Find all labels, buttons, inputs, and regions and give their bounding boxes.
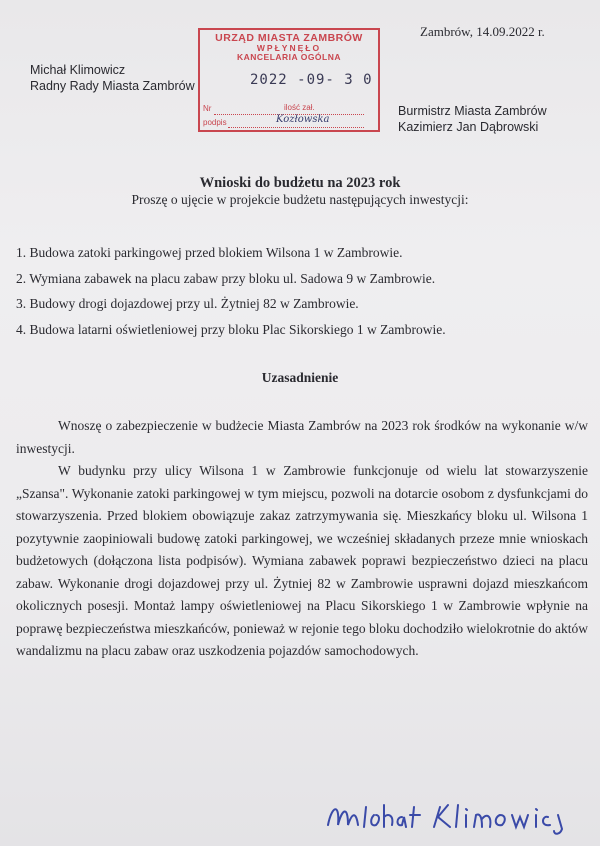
addressee-title: Burmistrz Miasta Zambrów [398, 104, 547, 118]
list-item: 4. Budowa latarni oświetleniowej przy bloku Plac Sikorskiego 1 w Zambrowie. [16, 321, 446, 337]
investment-list [16, 240, 446, 342]
sender-name: Michał Klimowicz [30, 63, 126, 77]
stamp-ilosc-label: ilość zał. [284, 103, 315, 112]
list-item: 1. Budowa zatoki parkingowej przed blokiem Wilsona 1 w Zambrowie. [16, 245, 403, 260]
stamp-date: 2022 -09- 3 0 [250, 72, 373, 88]
stamp-line2: WPŁYNĘŁO [256, 43, 322, 53]
addressee-block [398, 103, 547, 135]
addressee-name: Kazimierz Jan Dąbrowski [398, 120, 539, 134]
stamp-nr-label: Nr [203, 104, 212, 113]
paragraph: Wnoszę o zabezpieczenie w budżecie Miasta Zambrów na 2023 rok środków na wykonanie w/w inwestycji. [16, 418, 588, 456]
sender-role: Radny Rady Miasta Zambrów [30, 79, 195, 93]
stamp-podpis-label: podpis [203, 118, 227, 127]
stamp-line1: URZĄD MIASTA ZAMBRÓW [215, 32, 363, 44]
stamp-line3: KANCELARIA OGÓLNA [236, 52, 342, 62]
list-item: 2. Wymiana zabawek na placu zabaw przy bloku ul. Sadowa 9 w Zambrowie. [16, 270, 436, 286]
received-stamp [198, 28, 380, 132]
paragraph: W budynku przy ulicy Wilsona 1 w Zambrowie funkcjonuje od wielu lat stowarzyszenie „Szansa". Wykonanie zatoki parkingowej w tym miejscu, pozwoli na dotarcie osobom z dysfunkcjami do stowarzyszenia. Przed blokiem obowiązuje zakaz zatrzymywania się. Mieszkańcy bloku ul. Wilsona 1 pozytywnie zaopiniowali budowę zatoki parkingowej, we wcześniej składanych przeze mnie wnioskach budżetowych (dołączona lista podpisów). Wymiana zabawek poprawi bezpieczeństwo dzieci na placu zabaw. Wykonanie drogi dojazdowej przy ul. Żytniej 82 w Zambrowie usprawni dojazd mieszkańcom okolicznych posesji. Montaż lampy oświetleniowej na Placu Sikorskiego 1 w Zambrowie wpłynie na poprawę bezpieczeństwa mieszkańców, ponieważ w rejonie tego bloku dochodziło wielokrotnie do aktów wandalizmu na placu zabaw oraz uszkodzenia pojazdów samochodowych. [16, 463, 588, 658]
list-item: 3. Budowy drogi dojazdowej przy ul. Żytniej 82 w Zambrowie. [16, 296, 359, 311]
place-date: Zambrów, 14.09.2022 r. [420, 24, 545, 39]
document-title: Wnioski do budżetu na 2023 rok [199, 175, 401, 191]
sender-block [30, 62, 195, 94]
stamp-podpis-line [228, 127, 364, 128]
justification-heading: Uzasadnienie [261, 370, 339, 385]
document-subtitle: Proszę o ujęcie w projekcie budżetu następujących inwestycji: [131, 192, 469, 207]
stamp-signature: Kozłowska [276, 114, 330, 125]
handwritten-signature [322, 795, 582, 839]
